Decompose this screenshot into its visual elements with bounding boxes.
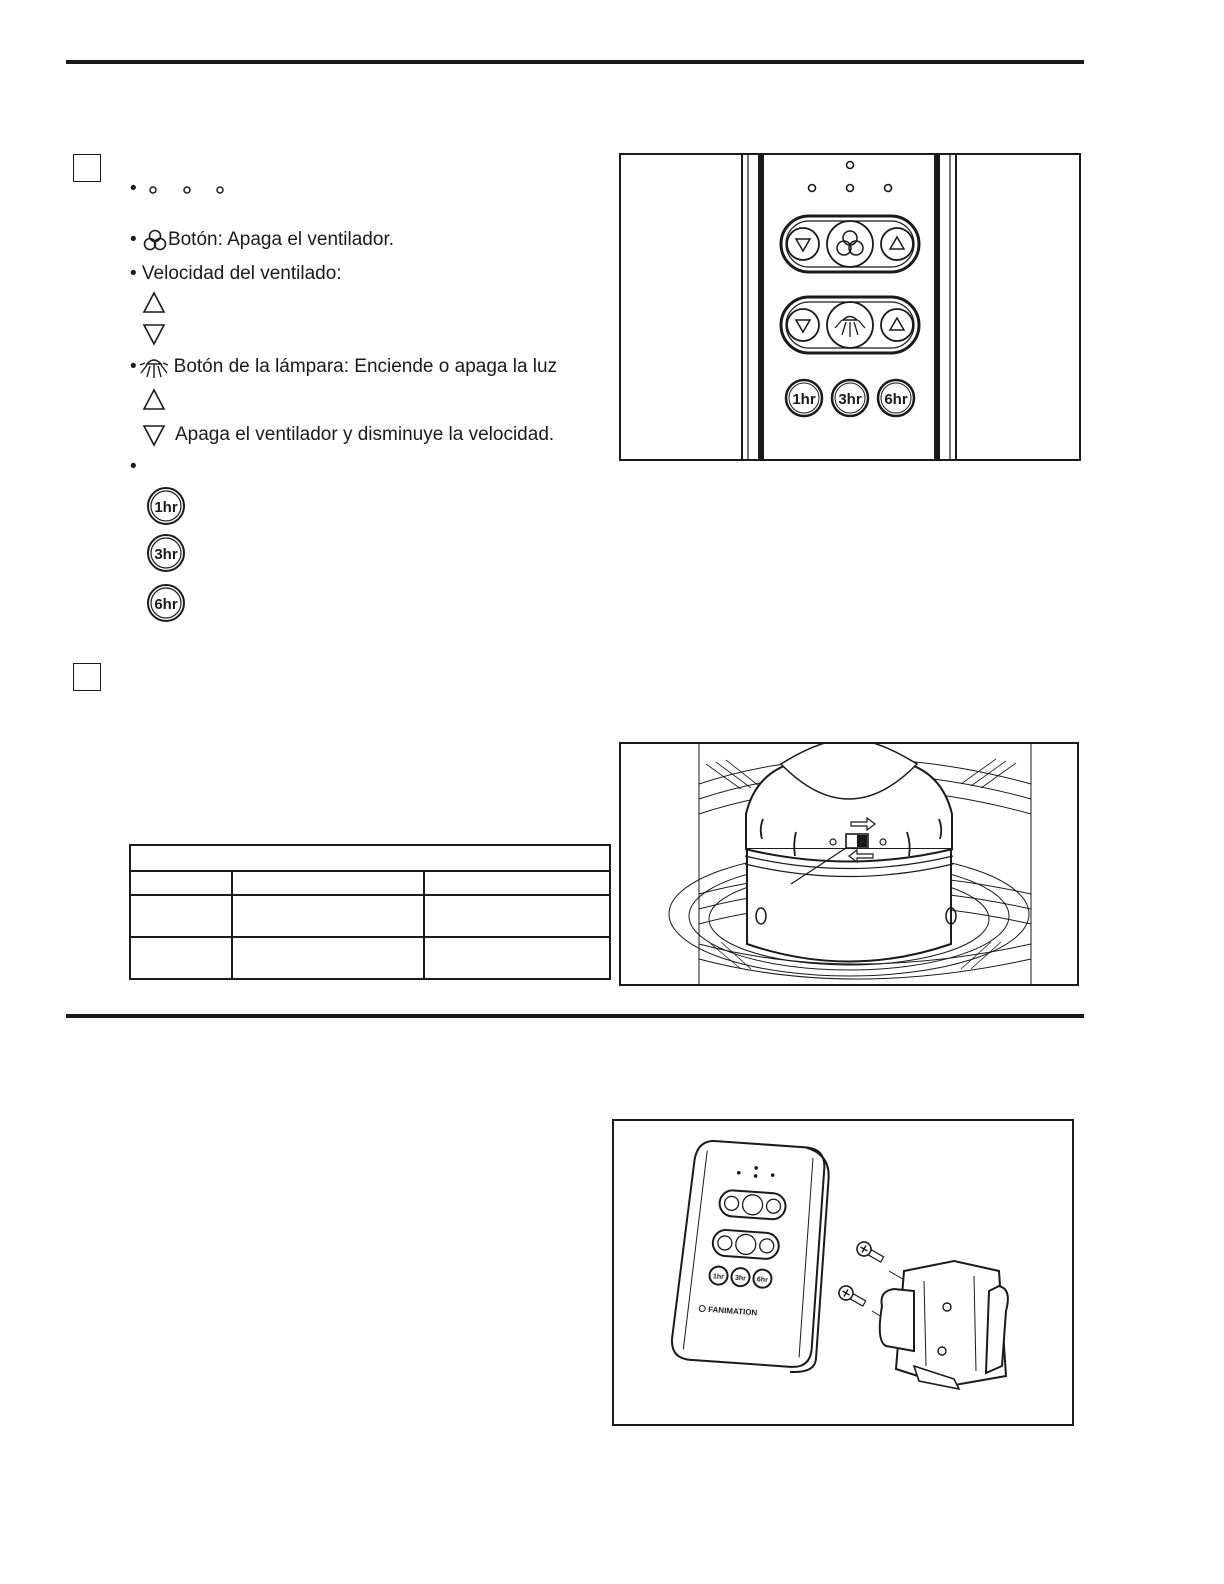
triangle-up-icon <box>142 291 166 315</box>
timer-3hr-label: 3hr <box>154 546 178 563</box>
table-header-cell <box>130 845 610 871</box>
timer-3hr-icon <box>146 533 186 573</box>
indicator-dots-row <box>130 178 233 200</box>
holder-timer-6hr: 6hr <box>756 1276 769 1285</box>
remote-timer-3hr: 3hr <box>838 391 862 408</box>
timer-1hr-icon <box>146 486 186 526</box>
table-cell <box>424 895 610 937</box>
timer-6hr-icon <box>146 583 186 623</box>
fan-button-text: Botón: Apaga el ventilador. <box>167 229 394 250</box>
timer-6hr-label: 6hr <box>154 596 178 613</box>
table-cell <box>130 871 232 895</box>
table-cell <box>130 937 232 979</box>
fan-speed-line: • Velocidad del ventilado: <box>130 263 342 284</box>
holder-timer-1hr: 1hr <box>712 1273 725 1281</box>
switch-table <box>129 844 611 980</box>
lamp-button-text: Botón de la lámpara: Enciende o apaga la luz <box>173 356 558 377</box>
lamp-down-line <box>142 423 554 447</box>
fan-housing-figure <box>619 742 1079 986</box>
bullet: • <box>130 178 137 199</box>
table-cell <box>130 895 232 937</box>
triangle-down-icon <box>142 423 166 447</box>
fan-button-line: • Botón: Apaga el ventilador. <box>130 229 394 250</box>
fan-housing-drawing <box>621 744 1077 984</box>
remote-holder-figure <box>612 1119 1074 1426</box>
triangle-down-icon <box>142 322 166 346</box>
table-cell <box>232 895 424 937</box>
top-divider <box>66 60 1084 64</box>
lamp-down-text: Apaga el ventilador y disminuye la velocidad. <box>175 424 555 445</box>
fan-icon <box>142 228 168 252</box>
triangle-up-icon <box>142 388 166 412</box>
table-cell <box>424 871 610 895</box>
lamp-button-line: • Botón de la lámpara: Enciende o apaga la luz <box>130 354 557 380</box>
table-cell <box>232 937 424 979</box>
holder-timer-3hr: 3hr <box>734 1274 747 1283</box>
timer-bullet: • <box>130 456 137 477</box>
table-cell <box>232 871 424 895</box>
remote-holder-drawing <box>614 1121 1072 1424</box>
brand-logo-text: FANIMATION <box>707 1304 758 1318</box>
section-divider <box>66 1014 1084 1018</box>
remote-timer-6hr: 6hr <box>884 391 908 408</box>
remote-control-drawing <box>621 155 1079 459</box>
lamp-icon <box>139 354 169 380</box>
indicator-dots-icon <box>143 181 233 197</box>
step-checkbox-2[interactable] <box>73 663 101 691</box>
table-cell <box>424 937 610 979</box>
timer-1hr-label: 1hr <box>154 499 178 516</box>
step-checkbox-1[interactable] <box>73 154 101 182</box>
remote-control-figure <box>619 153 1081 461</box>
remote-timer-1hr: 1hr <box>792 391 816 408</box>
